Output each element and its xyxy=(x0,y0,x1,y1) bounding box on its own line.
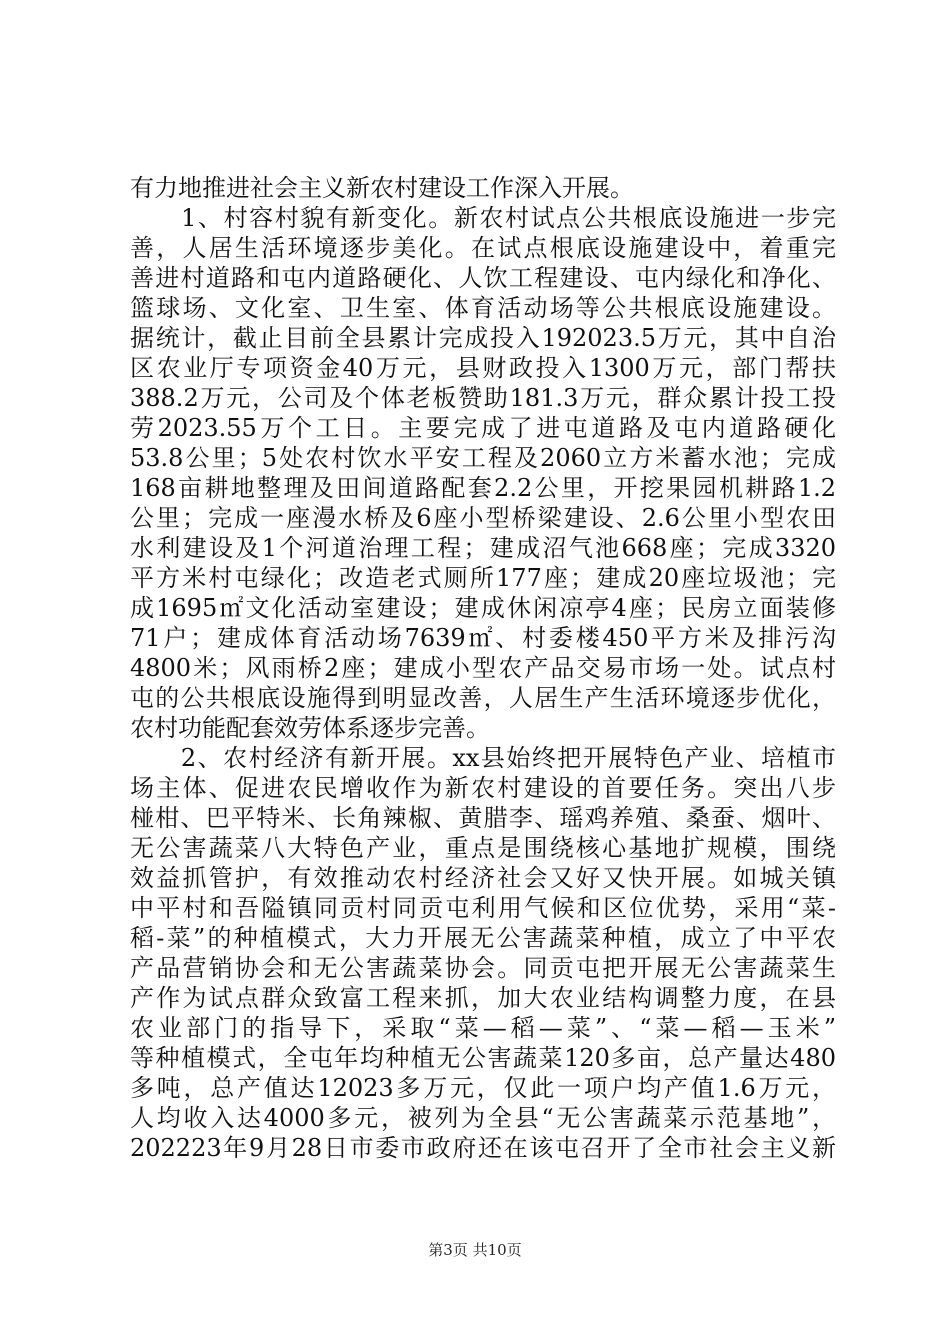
text-line: 1、村容村貌有新变化。新农村试点公共根底设施进一步完 xyxy=(130,204,836,232)
text-line: 场主体、促进农民增收作为新农村建设的首要任务。突出八步 xyxy=(130,774,836,802)
document-body xyxy=(130,173,836,1163)
text-line: 388.2万元，公司及个体老板赞助181.3万元，群众累计投工投 xyxy=(130,384,836,412)
text-line: 区农业厅专项资金40万元，县财政投入1300万元，部门帮扶 xyxy=(130,354,836,382)
text-line: 成1695㎡文化活动室建设；建成休闲凉亭4座；民房立面装修 xyxy=(130,594,836,622)
text-line: 202223年9月28日市委市政府还在该屯召开了全市社会主义新 xyxy=(130,1134,836,1162)
text-line: 善进村道路和屯内道路硬化、人饮工程建设、屯内绿化和净化、 xyxy=(130,264,836,292)
text-line: 4800米；风雨桥2座；建成小型农产品交易市场一处。试点村 xyxy=(130,654,836,682)
text-line: 公里；完成一座漫水桥及6座小型桥梁建设、2.6公里小型农田 xyxy=(130,504,836,532)
text-line: 168亩耕地整理及田间道路配套2.2公里，开挖果园机耕路1.2 xyxy=(130,474,836,502)
page-number: 第3页 共10页 xyxy=(428,1241,522,1259)
text-line: 产作为试点群众致富工程来抓，加大农业结构调整力度，在县 xyxy=(130,984,836,1012)
text-line: 71户；建成体育活动场7639㎡、村委楼450平方米及排污沟 xyxy=(130,624,836,652)
text-line: 屯的公共根底设施得到明显改善，人居生产生活环境逐步优化， xyxy=(130,684,836,712)
text-line: 有力地推进社会主义新农村建设工作深入开展。 xyxy=(130,174,634,202)
text-line: 53.8公里；5处农村饮水平安工程及2060立方米蓄水池；完成 xyxy=(130,444,836,472)
text-line: 多吨，总产值达12023多万元，仅此一项户均产值1.6万元， xyxy=(130,1074,836,1102)
text-line: 平方米村屯绿化；改造老式厕所177座；建成20座垃圾池；完 xyxy=(130,564,836,592)
text-line: 劳2023.55万个工日。主要完成了进屯道路及屯内道路硬化 xyxy=(130,414,836,442)
text-line: 无公害蔬菜八大特色产业，重点是围绕核心基地扩规模，围绕 xyxy=(130,834,836,862)
text-line: 2、农村经济有新开展。xx县始终把开展特色产业、培植市 xyxy=(130,744,836,772)
text-line: 农业部门的指导下，采取“菜—稻—菜”、“菜—稻—玉米” xyxy=(130,1014,836,1042)
text-line: 据统计，截止目前全县累计完成投入192023.5万元，其中自治 xyxy=(130,324,836,352)
text-line: 椪柑、巴平特米、长角辣椒、黄腊李、瑶鸡养殖、桑蚕、烟叶、 xyxy=(130,804,836,832)
text-line: 水利建设及1个河道治理工程；建成沼气池668座；完成3320 xyxy=(130,534,836,562)
text-line: 产品营销协会和无公害蔬菜协会。同贡屯把开展无公害蔬菜生 xyxy=(130,954,836,982)
text-line: 效益抓管护，有效推动农村经济社会又好又快开展。如城关镇 xyxy=(130,864,836,892)
text-line: 等种植模式，全屯年均种植无公害蔬菜120多亩，总产量达480 xyxy=(130,1044,836,1072)
page-footer xyxy=(0,1240,950,1260)
text-line: 善，人居生活环境逐步美化。在试点根底设施建设中，着重完 xyxy=(130,234,836,262)
text-line: 人均收入达4000多元，被列为全县“无公害蔬菜示范基地”， xyxy=(130,1104,836,1132)
text-line: 农村功能配套效劳体系逐步完善。 xyxy=(130,714,490,742)
text-line: 篮球场、文化室、卫生室、体育活动场等公共根底设施建设。 xyxy=(130,294,836,322)
text-line: 稻-菜”的种植模式，大力开展无公害蔬菜种植，成立了中平农 xyxy=(130,924,836,952)
text-line: 中平村和吾隘镇同贡村同贡屯利用气候和区位优势，采用“菜- xyxy=(130,894,836,922)
